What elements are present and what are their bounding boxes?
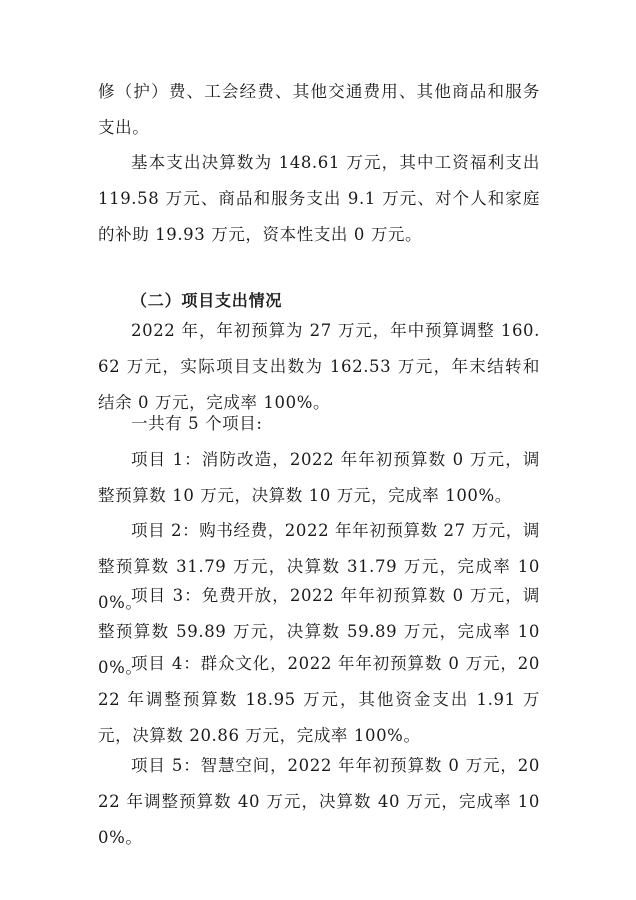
paragraph-project-1: 项目 1：消防改造，2022 年年初预算数 0 万元，调整预算数 10 万元，决算数 10 万元，完成率 100%。 — [98, 450, 540, 505]
paragraph-project-2: 项目 2：购书经费，2022 年年初预算数 27 万元，调整预算数 31.79 万元，决算数 31.79 万元，完成率 100%。 — [98, 521, 540, 612]
section-heading-project-expenditure: （二）项目支出情况 — [131, 291, 283, 310]
paragraph-project-4: 项目 4：群众文化，2022 年年初预算数 0 万元，2022 年调整预算数 18.95 万元，其他资金支出 1.91 万元，决算数 20.86 万元，完成率 100%。 — [98, 654, 540, 745]
paragraph-expense-items-continuation: 修（护）费、工会经费、其他交通费用、其他商品和服务支出。 — [98, 82, 540, 137]
paragraph-project-3: 项目 3：免费开放，2022 年年初预算数 0 万元，调整预算数 59.89 万元，决算数 59.89 万元，完成率 100%。 — [98, 586, 540, 677]
paragraph-basic-expenditure: 基本支出决算数为 148.61 万元，其中工资福利支出 119.58 万元、商品和服务支出 9.1 万元、对个人和家庭的补助 19.93 万元，资本性支出 0 万元。 — [98, 153, 540, 244]
paragraph-project-5: 项目 5：智慧空间，2022 年年初预算数 0 万元，2022 年调整预算数 40 万元，决算数 40 万元，完成率 100%。 — [98, 756, 540, 847]
paragraph-project-count: 一共有 5 个项目: — [131, 414, 263, 433]
paragraph-project-summary: 2022 年，年初预算为 27 万元，年中预算调整 160.62 万元，实际项目支出数为 162.53 万元，年末结转和结余 0 万元，完成率 100%。 — [98, 321, 540, 412]
